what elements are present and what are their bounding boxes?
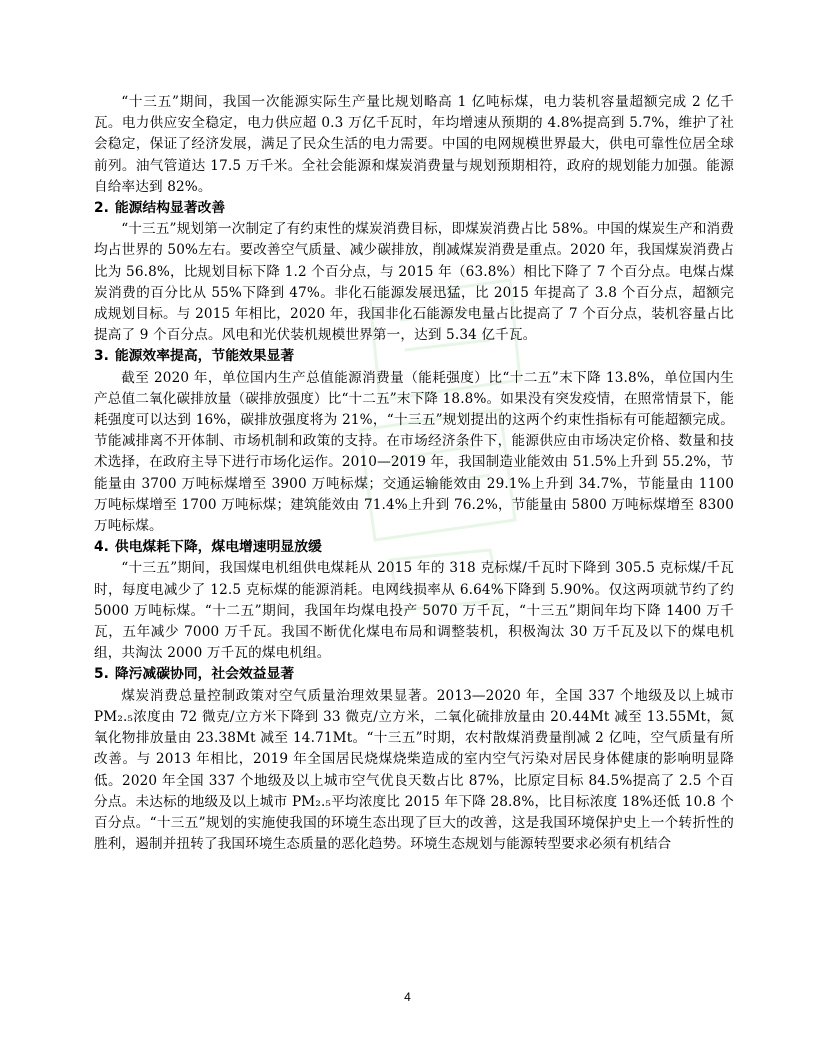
page-number: 4 <box>404 990 411 1004</box>
section-1 <box>94 92 734 198</box>
section-heading <box>94 198 734 219</box>
section-title: 能源结构显著改善 <box>114 200 226 217</box>
section-heading <box>94 664 734 685</box>
section-4 <box>94 537 734 664</box>
section-number: 3. <box>94 348 109 365</box>
paragraph: “十三五”期间，我国煤电机组供电煤耗从 2015 年的 318 克标煤/千瓦时下降到 305.5 克标煤/千瓦时，每度电减少了 12.5 克标煤的能源消耗。电网线损率从 6.64%下降到 5.90%。仅这两项就节约了约 5000 万吨标煤。“十二五”期间，我国年均煤电投产 5070 万千瓦，“十三五”期间年均下降 1400 万千瓦，五年减少 7000 万千瓦。我国不断优化煤电布局和调整装机，积极淘汰 30 万千瓦及以下的煤电机组，共淘汰 2000 万千瓦的煤电机组。 <box>94 560 734 662</box>
document-body <box>94 92 734 855</box>
section-number: 4. <box>94 539 109 556</box>
section-heading <box>94 537 734 558</box>
section-title: 供电煤耗下降，煤电增速明显放缓 <box>114 539 322 556</box>
section-3 <box>94 346 734 537</box>
section-2 <box>94 198 734 346</box>
section-title: 能源效率提高，节能效果显著 <box>114 348 295 365</box>
section-heading <box>94 346 734 367</box>
paragraph: “十三五”规划第一次制定了有约束性的煤炭消费目标，即煤炭消费占比 58%。中国的煤炭生产和消费均占世界的 50%左右。要改善空气质量、减少碳排放，削减煤炭消费是重点。2020 年，我国煤炭消费占比为 56.8%，比规划目标下降 1.2 个百分点，与 2015 年（63.8%）相比下降了 7 个百分点。电煤占煤炭消费的百分比从 55%下降到 47%。非化石能源发展迅猛，比 2015 年提高了 3.8 个百分点，超额完成规划目标。与 2015 年相比，2020 年，我国非化石能源发电量占比提高了 7 个百分点，装机容量占比提高了 9 个百分点。风电和光伏装机规模世界第一，达到 5.34 亿千瓦。 <box>94 221 735 344</box>
paragraph: 截至 2020 年，单位国内生产总值能源消费量（能耗强度）比“十二五”末下降 13.8%，单位国内生产总值二氧化碳排放量（碳排放强度）比“十二五”末下降 18.8%。如果没有突发疫情，在照常情景下，能耗强度可以达到 16%，碳排放强度将为 21%，“十三五”规划提出的这两个约束性指标有可能超额完成。节能减排离不开体制、市场机制和政策的支持。在市场经济条件下，能源供应由市场决定价格、数量和技术选择，在政府主导下进行市场化运作。2010—2019 年，我国制造业能效由 51.5%上升到 55.2%，节能量由 3700 万吨标煤增至 3900 万吨标煤；交通运输能效由 29.1%上升到 34.7%，节能量由 1100 万吨标煤增至 1700 万吨标煤；建筑能效由 71.4%上升到 76.2%，节能量由 5800 万吨标煤增至 8300 万吨标煤。 <box>94 369 734 535</box>
section-number: 5. <box>94 666 109 683</box>
section-number: 2. <box>94 200 109 217</box>
paragraph: “十三五”期间，我国一次能源实际生产量比规划略高 1 亿吨标煤，电力装机容量超额完成 2 亿千瓦。电力供应安全稳定，电力供应超 0.3 万亿千瓦时，年均增速从预期的 4.8%提高到 5.7%，维护了社会稳定，保证了经济发展，满足了民众生活的电力需要。中国的电网规模世界最大，供电可靠性位居全球前列。油气管道达 17.5 万千米。全社会能源和煤炭消费量与规划预期相符，政府的规划能力加强。能源自给率达到 82%。 <box>94 94 734 195</box>
section-title: 降污减碳协同，社会效益显著 <box>114 666 295 683</box>
paragraph: 煤炭消费总量控制政策对空气质量治理效果显著。2013—2020 年，全国 337 个地级及以上城市 PM₂.₅浓度由 72 微克/立方米下降到 33 微克/立方米，二氧化硫排放量由 20.44Mt 减至 13.55Mt，氮氧化物排放量由 23.38Mt 减至 14.71Mt。“十三五”时期，农村散煤消费量削减 2 亿吨，空气质量有所改善。与 2013 年相比，2019 年全国居民烧煤烧柴造成的室内空气污染对居民身体健康的影响明显降低。2020 年全国 337 个地级及以上城市空气优良天数占比 87%，比原定目标 84.5%提高了 2.5 个百分点。未达标的地级及以上城市 PM₂.₅平均浓度比 2015 年下降 28.8%，比目标浓度 18%还低 10.8 个百分点。“十三五”规划的实施使我国的环境生态出现了巨大的改善，这是我国环境保护史上一个转折性的胜利，遏制并扭转了我国环境生态质量的恶化趋势。环境生态规划与能源转型要求必须有机结合 <box>94 687 734 853</box>
section-5 <box>94 664 734 855</box>
